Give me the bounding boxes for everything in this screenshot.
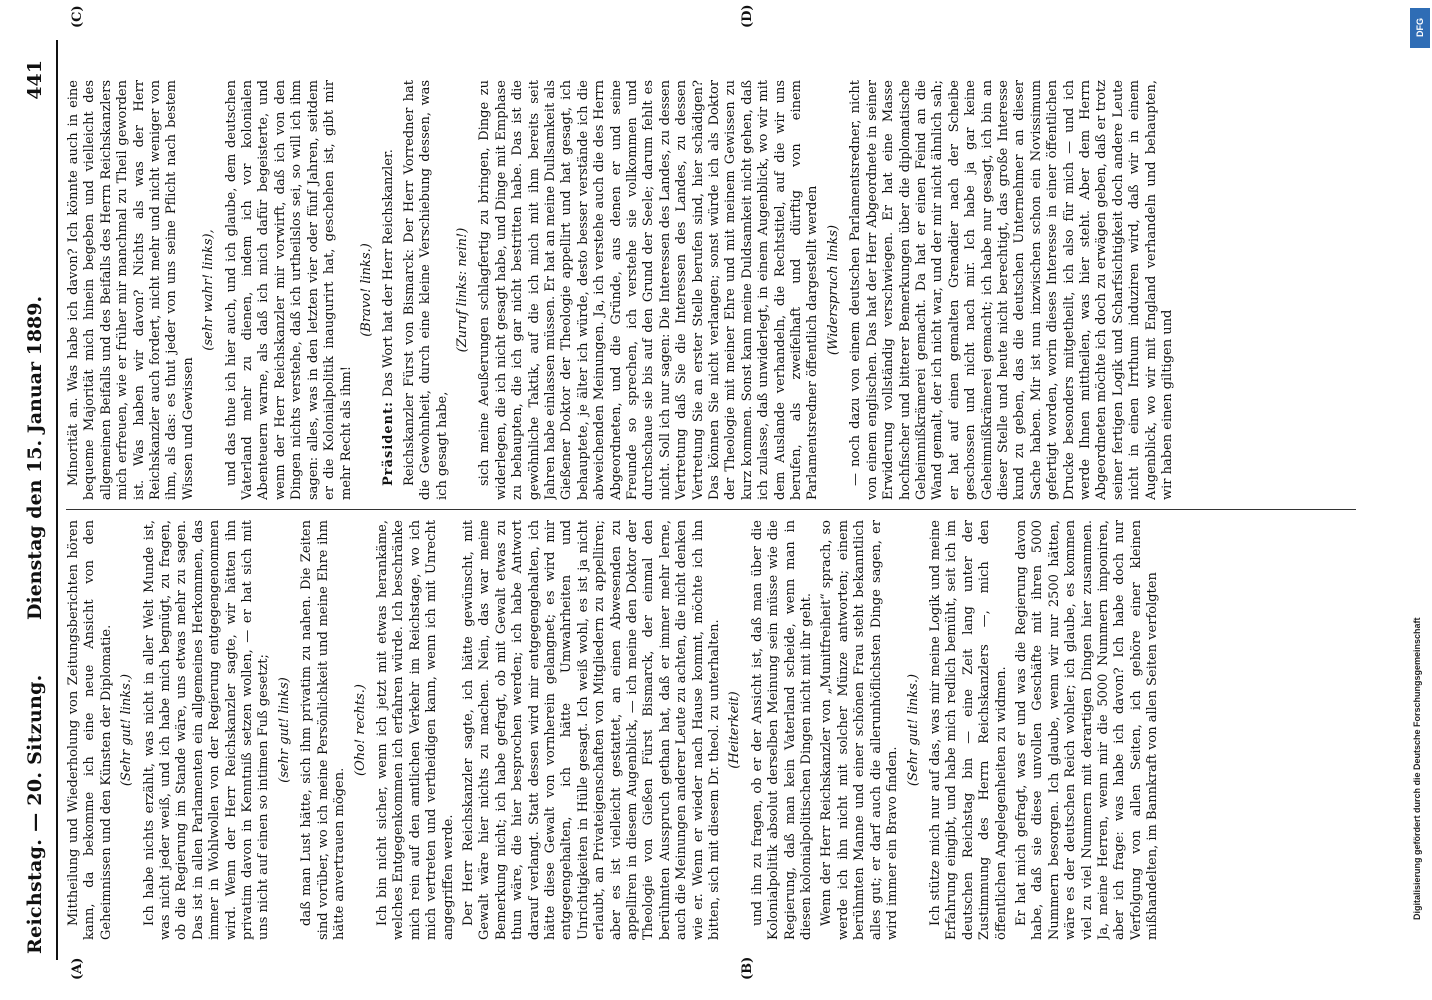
digitization-credit-strip (1408, 0, 1432, 1000)
paragraph: daß man Lust hätte, sich ihm privatim zu nahen. Die Zeiten sind vorüber, wo ich meine Persönlichkeit und meine Ehre ihm hätte anvertrauen mögen. (299, 520, 348, 940)
paragraph: Ich bin nicht sicher, wenn ich jetzt mit etwas herankäme, welches Entgegenkommen ich erfahren würde. Ich beschränke mich rein auf den amtlichen Verkehr im Reichstage, wo ich mich vertreten und vertheidigen kann, wenn ich mit Unrecht angegriffen werde. (374, 520, 456, 940)
stage-direction: (Sehr gut! links.) (905, 673, 921, 787)
paragraph: Ich habe nichts erzählt, was nicht in aller Welt Munde ist, was nicht jeder weiß, und ich habe mich begnügt, zu fragen, ob die Regierung im Stande wäre, uns etwas mehr zu sagen. Das ist in allen Parlamenten ein allgemeines Herkommen, das immer in Wohlwollen von der Regierung entgegengenommen wird. Wenn der Herr Reichskanzler sagte, wir hätten ihn privatim davon in Kenntniß setzen wollen, — er hat sich mit uns nicht auf einen so intimen Fuß gesetzt; (141, 520, 272, 940)
speaker-name: Präsident: (381, 401, 397, 486)
paragraph: sich meine Aeußerungen schlagfertig zu bringen, Dinge zu widerlegen, die ich nicht gesagt habe, und Dinge mit Emphase zu behaupten, die ich gar nicht bestritten habe. Das ist die gewöhnliche Taktik, auf die ich mich mit ihm bereits seit Jahren habe einlassen müssen. Er hat an meine Dullsamkeit als Gießener Doktor der Theologie appellirt und hat gesagt, ich behauptete, je älter ich würde, desto besser verstände ich die abweichenden Meinungen. Ja, ich verstehe auch die des Herrn Abgeordneten, und die Gründe, aus denen er und seine Freunde so sprechen, ich verstehe sie vollkommen und durchschaue sie bis auf den Grund der Seele; darum fehlt es nicht. Soll ich nur sagen: Die Interessen des Landes, zu dessen Vertretung daß Sie die Interessen des Landes, zu dessen Vertretung Sie an erster Stelle berufen sind, hier schädigen? Das können Sie nicht verlangen; sonst würde ich als Doktor der Theologie mit meiner Ehre und mit meinem Gewissen zu kurz kommen. Sonst kann meine Duldsamkeit nicht gehen, daß ich zulasse, daß unwiderlegt, in einem Augenblick, wo wir mit dem Auslande verhandeln, die Rechtstitel, auf die wir uns berufen, als zweifelhaft und dürftig von einem Parlamentsredner öffentlich dargestellt werden (477, 80, 821, 500)
text-column-right (66, 80, 1366, 500)
credit-text: Digitalisierung gefördert durch die Deutsche Forschungsgemeinschaft (1412, 617, 1422, 920)
stage-direction: (Zuruf links: nein!) (454, 227, 470, 353)
paragraph: Reichskanzler Fürst von Bismarck: Der Herr Vorredner hat die Gewohnheit, durch eine kleine Verschiebung dessen, was ich gesagt habe, (401, 80, 450, 500)
speaker-paragraph (381, 80, 397, 500)
paragraph: Wenn der Herr Reichskanzler von „Munitfreiheit“ sprach, so werde ich ihn nicht mit solcher Münze antworten; einem berühmten Manne und einer schönen Frau steht bekanntlich alles gut; er darf auch die allerunhöflichsten Dinge sagen, er wird immer ein Bravo finden. (819, 520, 901, 940)
margin-marker-b: (B) (740, 956, 755, 980)
paragraph: Mittheilung und Wiederholung von Zeitungsberichten hören kann, da bekomme ich eine neue Ansicht von den Geheimnissen und den Künsten der Diplomatie. (66, 520, 114, 940)
paragraph: Er hat mich gefragt, was er und was die Regierung davon habe, daß sie diese unvollen Geschäfte mit ihren 5000 Nummern besorgen. Ich glaube, wenn wir nur 2500 hätten, wäre es der deutschen Reich wohler; ich glaube, es kommen viel zu viel Nummern mit derartigen Dingen hier zusammen. Ja, meine Herren, wenn mir die 5000 Nummern imponiren, aber ich frage: was habe ich davon? Ich habe doch nur Verfolgung von allen Seiten, ich gehöre einer kleinen mißhandelten, im Bannkraft von allen Seiten verfolgten (1013, 520, 1161, 940)
dfg-logo: DFG (1410, 8, 1430, 48)
header-rule (56, 40, 58, 960)
stage-direction: (Heiterkeit) (727, 691, 743, 769)
stage-direction: (Sehr gut! links.) (119, 673, 135, 787)
page-header (18, 0, 52, 1000)
text-column-left (66, 520, 1366, 940)
stage-direction: (Oho! rechts.) (352, 684, 368, 776)
paragraph: Der Herr Reichskanzler sagte, ich hätte gewünscht, mit Gewalt wäre hier nichts zu machen. Nein, das war meine Bemerkung nicht; ich habe gefragt, ob mit Gewalt etwas zu thun wäre, die hier besprochen werden; ich habe Antwort darauf verlangt. Statt dessen wird mir entgegengehalten, ich hätte diese Gewalt von vornherein gelangnet; es wird mir entgegengehalten, ich hätte Umwahrheiten und Unrichtigkeiten in Hülle gesagt. Ich weiß wohl, es ist ja nicht erlaubt, an Privateigenschaften von Mitgliedern zu appelliren; aber es ist vielleicht gestattet, an einen Abwesenden zu appelliren in diesem Augenblick, — ich meine den Doktor der Theologie von Gießen Fürst Bismarck, der einmal den berühmten Ausspruch gethan hat, daß er immer mehr lerne, auch die Meinungen anderer Leute zu achten, die nicht denken wie er. Wenn er wieder nach Hause kommt, möchte ich ihn bitten, sich mit diesem Dr. theol. zu unterhalten. (460, 520, 723, 940)
paragraph: und ihn zu fragen, ob er der Ansicht ist, daß man über die Kolonialpolitik absolut derselben Meinung sein müsse wie die Regierung, daß man kein Vaterland scheide, wenn man in diesen kolonialpolitischen Dingen nicht mit ihr geht. (749, 520, 815, 940)
margin-marker-c: (C) (70, 5, 85, 28)
stage-direction: (Bravo! links.) (358, 243, 374, 337)
speaker-text: Das Wort hat der Herr Reichskanzler. (381, 149, 397, 397)
paragraph: Minorität an. Was habe ich davon? Ich könnte auch in eine bequeme Majorität mich hinein begeben und vielleicht des allgemeinen Beifalls und des Beifalls des Herrn Reichskanzlers mich erfreuen, wie er früher mir manchmal zu Theil geworden ist. Was haben wir davon? Nichts als was der Herr Reichskanzler auch fordert, nicht mehr und nicht weniger von ihm, als das: es thut jeder von uns seine Pflicht nach bestem Wissen und Gewissen (66, 80, 196, 500)
paragraph: Ich stütze mich nur auf das, was mir meine Logik und meine Erfahrung eingibt, und habe mich redlich bemüht, seit ich im deutschen Reichstag bin — eine Zeit lang unter der Zustimmung des Herrn Reichskanzlers —, mich den öffentlichen Angelegenheiten zu widmen. (927, 520, 1009, 940)
paragraph: und das thue ich hier auch, und ich glaube, dem deutschen Vaterland mehr zu dienen, indem ich vor kolonialen Abenteuern warne, als daß ich mich dafür begeisterte, und wenn der Herr Reichskanzler mir vorwirft, daß ich von den Dingen nichts verstehe, daß ich urtheilslos sei, so will ich ihm sagen: alles, was in den letzten vier oder fünf Jahren, seitdem er die Kolonialpolitik inaugurirt hat, geschehen ist, gibt mir mehr Recht als ihm! (223, 80, 354, 500)
margin-marker-a: (A) (70, 957, 85, 980)
header-date: Dienstag den 15. Januar 1889. (24, 295, 46, 620)
header-left: Reichstag. — 20. Sitzung. (24, 674, 46, 954)
stage-direction: (sehr wahr! links), (201, 229, 217, 351)
stage-direction: (Widerspruch links) (825, 224, 841, 356)
paragraph: — noch dazu von einem deutschen Parlamentsredner, nicht von einem englischen. Das hat der Herr Abgeordnete in seiner Erwiderung vollständig verschwiegen. Er hat eine Masse hochfischer und bitterer Bemerkungen über die diplomatische Geheimnißkrämerei gemacht. Da hat er einen Feind an die Wand gemalt, der ich nicht war, und der mir nicht ähnlich sah; er hat auf einen gemalten Grenadier nach der Scheibe geschossen und nicht nach mir. Ich habe ja gar keine Geheimnißkrämerei gemacht; ich habe nur gesagt, ich bin an dieser Stelle und heute nicht berechtigt, das große Interesse kund zu geben, das die deutschen Unternehmer an dieser Sache haben. Mir ist nun inzwischen schon ein Novissimum gefertigt worden, worin dieses Interesse in einer öffentlichen Drucke besonders mitgetheilt, ich also für mich — und ich werde Ihnen mittheilen, was hier steht. Aber dem Herrn Abgeordneten möchte ich doch zu erwägen geben, daß er trotz seiner fertigen Logik und Scharfsichtigkeit doch andere Leute nicht in einen Irrthum induziren wird, daß wir in einem Augenblick, wo wir mit England verhandeln und behaupten, wir haben einen giltigen und (848, 80, 1175, 500)
column-divider (66, 509, 1356, 510)
margin-marker-d: (D) (740, 4, 755, 28)
stage-direction: (sehr gut! links) (276, 677, 292, 783)
page-number: 441 (24, 60, 46, 100)
